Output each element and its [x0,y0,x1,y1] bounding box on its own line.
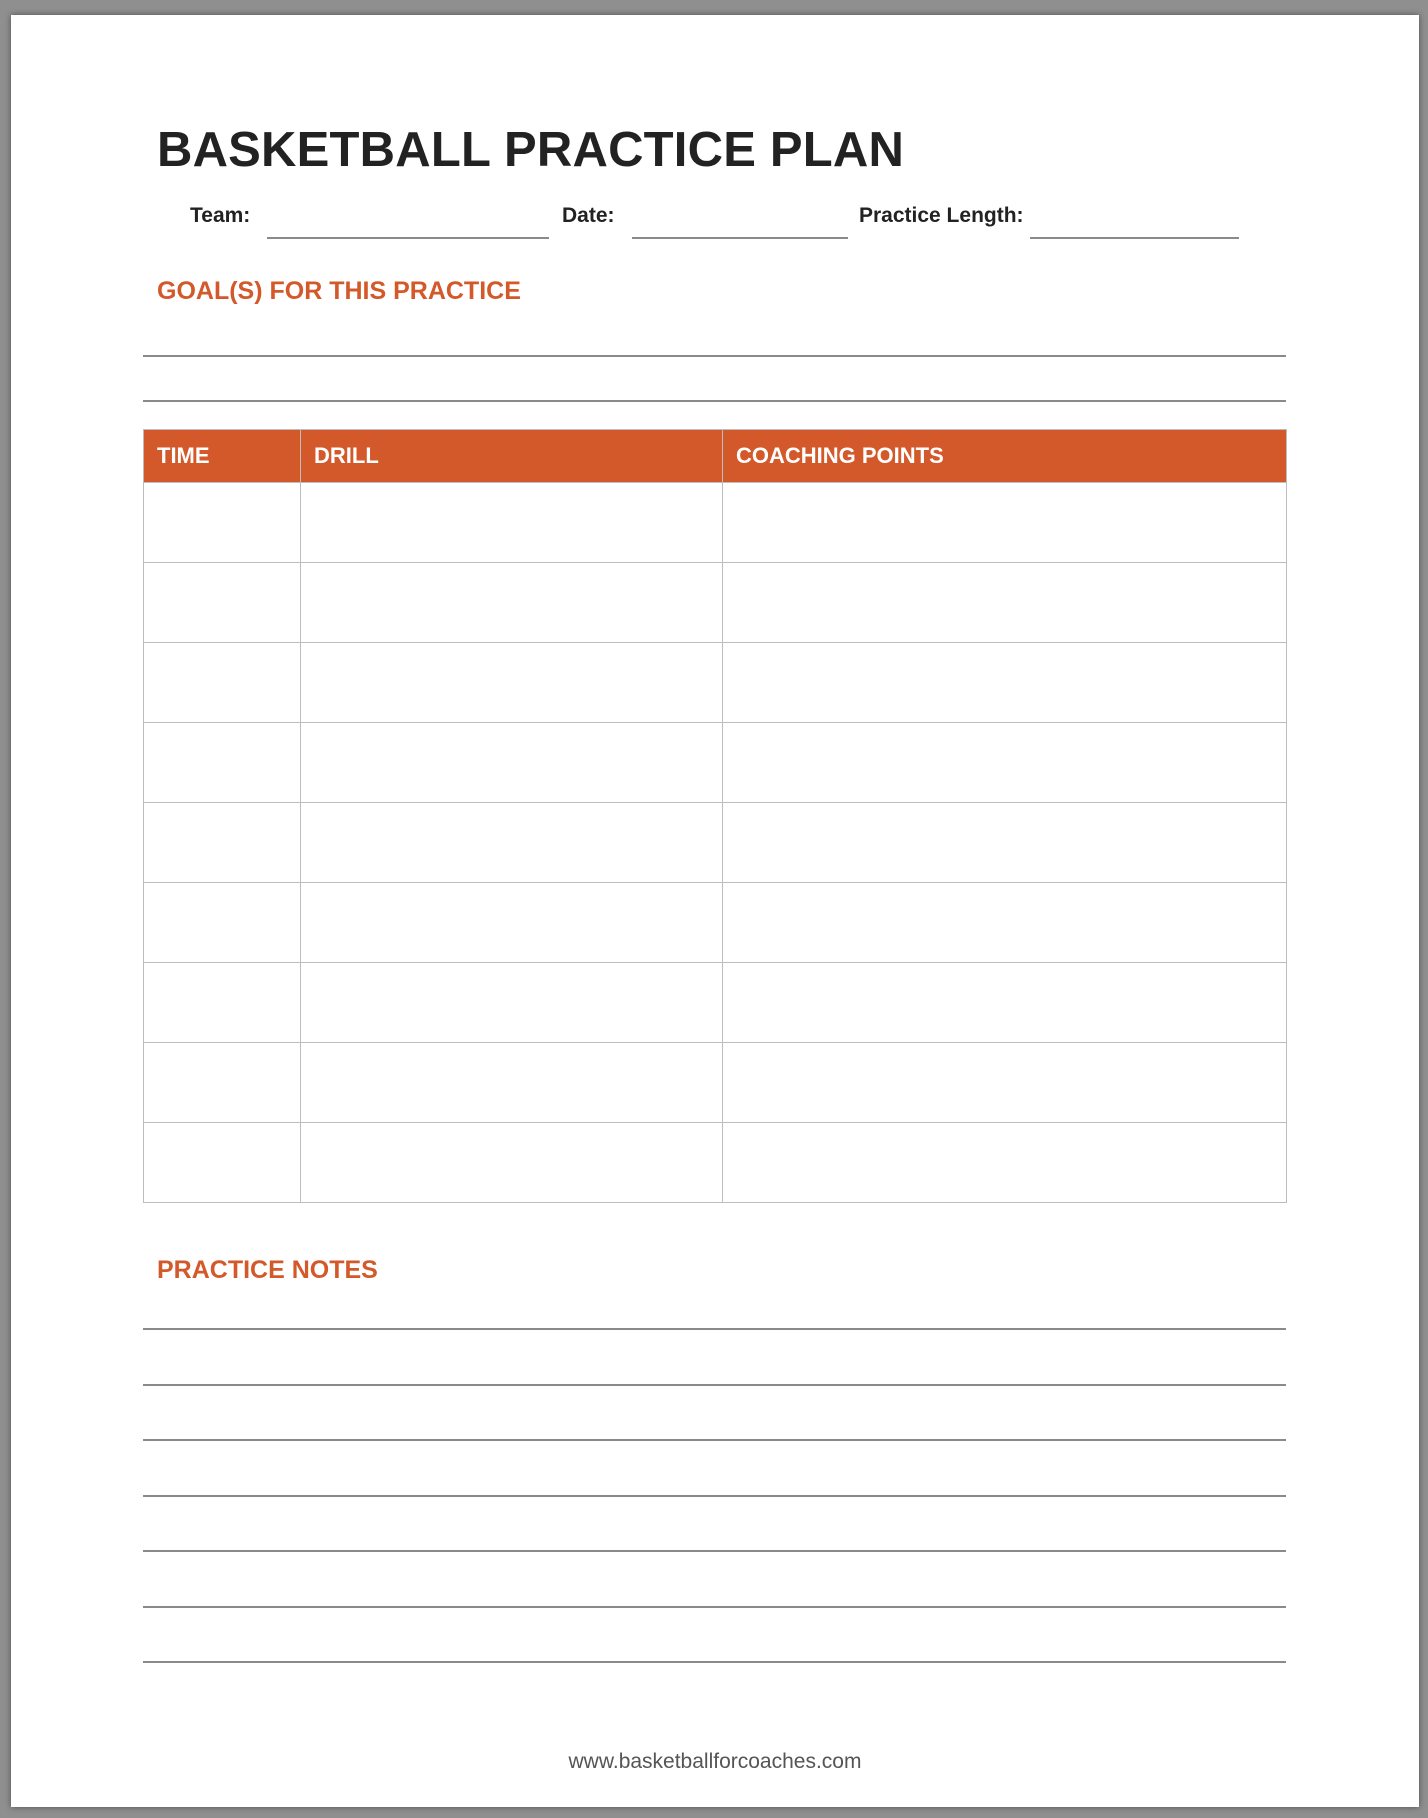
table-row [144,483,1287,563]
table-row [144,723,1287,803]
notes-line[interactable] [143,1439,1286,1441]
notes-line[interactable] [143,1606,1286,1608]
time-cell[interactable] [144,1123,301,1203]
drill-cell[interactable] [301,1123,723,1203]
date-field[interactable] [632,237,848,239]
time-cell[interactable] [144,563,301,643]
notes-line[interactable] [143,1328,1286,1330]
practice-plan-page [11,15,1419,1807]
table-row [144,1123,1287,1203]
coaching-points-cell[interactable] [723,723,1287,803]
goals-heading: GOAL(S) FOR THIS PRACTICE [157,277,521,305]
coaching-points-cell[interactable] [723,483,1287,563]
coaching-points-cell[interactable] [723,883,1287,963]
date-label: Date: [562,204,615,227]
goal-line[interactable] [143,355,1286,357]
footer-url: www.basketballforcoaches.com [568,1750,862,1773]
time-cell[interactable] [144,643,301,723]
time-cell[interactable] [144,803,301,883]
notes-line[interactable] [143,1495,1286,1497]
drill-cell[interactable] [301,643,723,723]
coaching-points-cell[interactable] [723,803,1287,883]
drill-cell[interactable] [301,803,723,883]
table-row [144,563,1287,643]
time-column-header: TIME [144,430,301,483]
time-cell[interactable] [144,723,301,803]
table-row [144,643,1287,723]
page-title: BASKETBALL PRACTICE PLAN [157,123,905,177]
coaching-points-cell[interactable] [723,563,1287,643]
practice-length-label: Practice Length: [859,204,1024,227]
drill-cell[interactable] [301,883,723,963]
drill-cell[interactable] [301,963,723,1043]
goal-line[interactable] [143,400,1286,402]
coaching-points-cell[interactable] [723,1043,1287,1123]
table-row [144,803,1287,883]
drill-cell[interactable] [301,483,723,563]
coaching-points-cell[interactable] [723,643,1287,723]
drill-cell[interactable] [301,723,723,803]
coaching-points-cell[interactable] [723,1123,1287,1203]
drill-table-body [144,483,1287,1203]
drill-cell[interactable] [301,1043,723,1123]
table-header-row [144,430,1287,483]
notes-line[interactable] [143,1384,1286,1386]
table-row [144,1043,1287,1123]
team-label: Team: [190,204,251,227]
time-cell[interactable] [144,963,301,1043]
time-cell[interactable] [144,883,301,963]
practice-length-field[interactable] [1030,237,1239,239]
drill-table [143,429,1287,1203]
notes-line[interactable] [143,1550,1286,1552]
time-cell[interactable] [144,483,301,563]
table-row [144,963,1287,1043]
drill-column-header: DRILL [301,430,723,483]
practice-notes-heading: PRACTICE NOTES [157,1256,378,1284]
drill-cell[interactable] [301,563,723,643]
notes-line[interactable] [143,1661,1286,1663]
team-field[interactable] [267,237,549,239]
coaching-points-column-header: COACHING POINTS [723,430,1287,483]
table-row [144,883,1287,963]
time-cell[interactable] [144,1043,301,1123]
coaching-points-cell[interactable] [723,963,1287,1043]
